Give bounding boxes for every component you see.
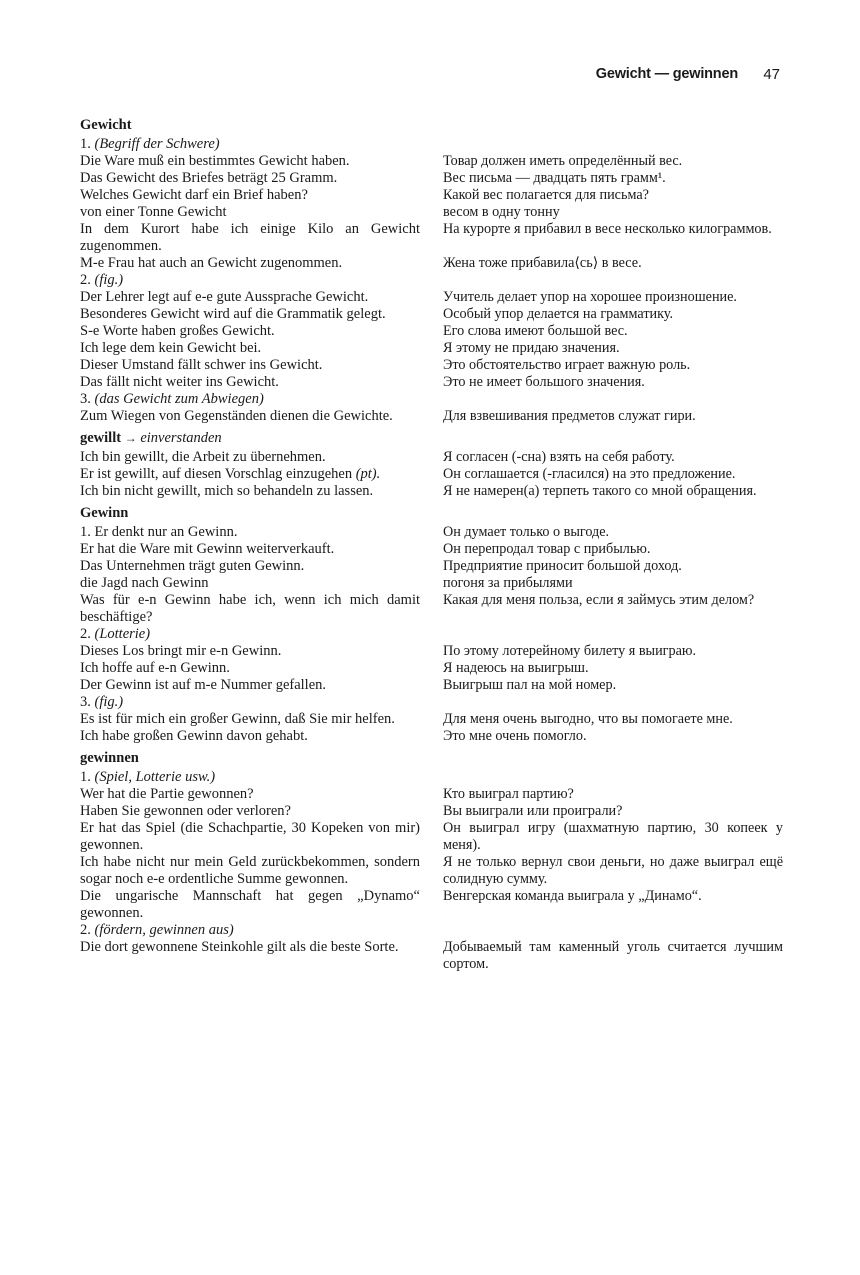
sense-label: 2. (fig.) <box>80 272 124 288</box>
sense-label: 1. (Begriff der Schwere) <box>80 136 220 152</box>
russian-translation: Добываемый там каменный уголь считается лучшим сортом. <box>443 939 783 972</box>
running-head: Gewicht — gewinnen <box>595 66 738 82</box>
russian-translation: Он соглашается (-гласился) на это предложение. <box>443 466 736 482</box>
entry-gewinn <box>80 500 780 745</box>
russian-translation: Выигрыш пал на мой номер. <box>443 677 617 693</box>
german-phrase: Ich habe großen Gewinn davon gehabt. <box>80 728 308 744</box>
entry-gewinnen <box>80 745 783 973</box>
russian-translation: Учитель делает упор на хорошее произношение. <box>443 289 737 305</box>
russian-translation: Какой вес полагается для письма? <box>443 187 649 203</box>
entry-gewicht <box>80 112 780 425</box>
russian-translation: Кто выиграл партию? <box>443 786 574 802</box>
russian-translation: Товар должен иметь определённый вес. <box>443 153 683 169</box>
german-phrase: Ich bin nicht gewillt, mich so behandeln zu lassen. <box>80 483 374 499</box>
russian-translation: Это не имеет большого значения. <box>443 374 645 390</box>
russian-translation: Для взвешивания предметов служат гири. <box>443 408 696 424</box>
russian-translation: Его слова имеют большой вес. <box>443 323 628 339</box>
german-phrase: Der Gewinn ist auf m-e Nummer gefallen. <box>80 677 327 693</box>
german-phrase: Dieser Umstand fällt schwer ins Gewicht. <box>80 357 323 373</box>
german-phrase: M-e Frau hat auch an Gewicht zugenommen. <box>80 255 343 271</box>
german-phrase: Dieses Los bringt mir e-n Gewinn. <box>80 643 282 659</box>
german-phrase: S-e Worte haben großes Gewicht. <box>80 323 275 339</box>
german-phrase: Er ist gewillt, auf diesen Vorschlag einzugehen (pt). <box>80 466 381 482</box>
page-number: 47 <box>763 66 780 83</box>
german-phrase: die Jagd nach Gewinn <box>80 575 209 591</box>
german-phrase: Die dort gewonnene Steinkohle gilt als die beste Sorte. <box>80 939 399 955</box>
russian-translation: Это мне очень помогло. <box>443 728 587 744</box>
german-phrase: Die ungarische Mannschaft hat gegen „Dynamo“ gewonnen. <box>80 888 420 921</box>
russian-translation: Он думает только о выгоде. <box>443 524 610 540</box>
russian-translation: Он выиграл игру (шахматную партию, 30 копеек у меня). <box>443 820 783 853</box>
german-phrase: Das fällt nicht weiter ins Gewicht. <box>80 374 279 390</box>
russian-translation: Это обстоятельство играет важную роль. <box>443 357 691 373</box>
cross-reference: einverstanden <box>140 430 222 446</box>
headword: gewillt → einverstanden <box>80 430 222 446</box>
russian-translation: Предприятие приносит большой доход. <box>443 558 682 574</box>
german-phrase: Die Ware muß ein bestimmtes Gewicht haben. <box>80 153 350 169</box>
german-phrase: Was für e-n Gewinn habe ich, wenn ich mich damit beschäftige? <box>80 592 420 625</box>
sense-label: 3. (fig.) <box>80 694 124 710</box>
russian-translation: Я этому не придаю значения. <box>443 340 620 356</box>
entry-gewillt <box>80 425 780 500</box>
sense-label: 1. (Spiel, Lotterie usw.) <box>80 769 216 785</box>
russian-translation: погоня за прибылями <box>443 575 573 591</box>
german-phrase: Er hat das Spiel (die Schachpartie, 30 Kopeken von mir) gewonnen. <box>80 820 420 853</box>
german-phrase: Der Lehrer legt auf e-e gute Aussprache Gewicht. <box>80 289 369 305</box>
sense-label: 3. (das Gewicht zum Abwiegen) <box>80 391 264 407</box>
german-phrase: Ich hoffe auf e-n Gewinn. <box>80 660 230 676</box>
russian-translation: Особый упор делается на грамматику. <box>443 306 674 322</box>
russian-translation: весом в одну тонну <box>443 204 560 220</box>
german-phrase: Er hat die Ware mit Gewinn weiterverkauft. <box>80 541 335 557</box>
headword: gewinnen <box>80 750 139 766</box>
russian-translation: Жена тоже прибавила⟨сь⟩ в весе. <box>443 255 642 271</box>
german-phrase: Ich bin gewillt, die Arbeit zu übernehmen. <box>80 449 326 465</box>
german-phrase: Wer hat die Partie gewonnen? <box>80 786 254 802</box>
sense-label: 2. (fördern, gewinnen aus) <box>80 922 234 938</box>
german-phrase: Welches Gewicht darf ein Brief haben? <box>80 187 308 203</box>
russian-translation: Вы выиграли или проиграли? <box>443 803 623 819</box>
russian-translation: Я не намерен(а) терпеть такого со мной обращения. <box>443 483 757 499</box>
russian-translation: Я не только вернул свои деньги, но даже выиграл ещё солидную сумму. <box>443 854 783 887</box>
russian-translation: Венгерская команда выиграла у „Динамо“. <box>443 888 702 904</box>
sense-label: 2. (Lotterie) <box>80 626 151 642</box>
dictionary-content <box>80 112 783 973</box>
arrow-icon: → <box>124 431 137 445</box>
german-phrase: 1. Er denkt nur an Gewinn. <box>80 524 238 540</box>
russian-translation: Вес письма — двадцать пять грамм¹. <box>443 170 666 186</box>
russian-translation: По этому лотерейному билету я выиграю. <box>443 643 697 659</box>
german-phrase: Ich habe nicht nur mein Geld zurückbekommen, sondern sogar noch e-e ordentliche Summe gewonnen. <box>80 854 420 887</box>
headword: Gewicht <box>80 117 132 133</box>
german-phrase: Zum Wiegen von Gegenständen dienen die Gewichte. <box>80 408 393 424</box>
russian-translation: Для меня очень выгодно, что вы помогаете мне. <box>443 711 733 727</box>
russian-translation: Какая для меня польза, если я займусь этим делом? <box>443 592 755 608</box>
german-phrase: Es ist für mich ein großer Gewinn, daß Sie mir helfen. <box>80 711 395 727</box>
german-phrase: Haben Sie gewonnen oder verloren? <box>80 803 291 819</box>
german-phrase: Das Unternehmen trägt guten Gewinn. <box>80 558 305 574</box>
russian-translation: Я согласен (-сна) взять на себя работу. <box>443 449 675 465</box>
page-header <box>80 66 780 88</box>
german-phrase: In dem Kurort habe ich einige Kilo an Gewicht zugenommen. <box>80 221 420 254</box>
headword: Gewinn <box>80 505 129 521</box>
german-phrase: Das Gewicht des Briefes beträgt 25 Gramm. <box>80 170 338 186</box>
german-phrase: Ich lege dem kein Gewicht bei. <box>80 340 262 356</box>
russian-translation: На курорте я прибавил в весе несколько килограммов. <box>443 221 772 237</box>
german-phrase: von einer Tonne Gewicht <box>80 204 227 220</box>
german-phrase: Besonderes Gewicht wird auf die Grammatik gelegt. <box>80 306 386 322</box>
russian-translation: Я надеюсь на выигрыш. <box>443 660 589 676</box>
russian-translation: Он перепродал товар с прибылью. <box>443 541 651 557</box>
